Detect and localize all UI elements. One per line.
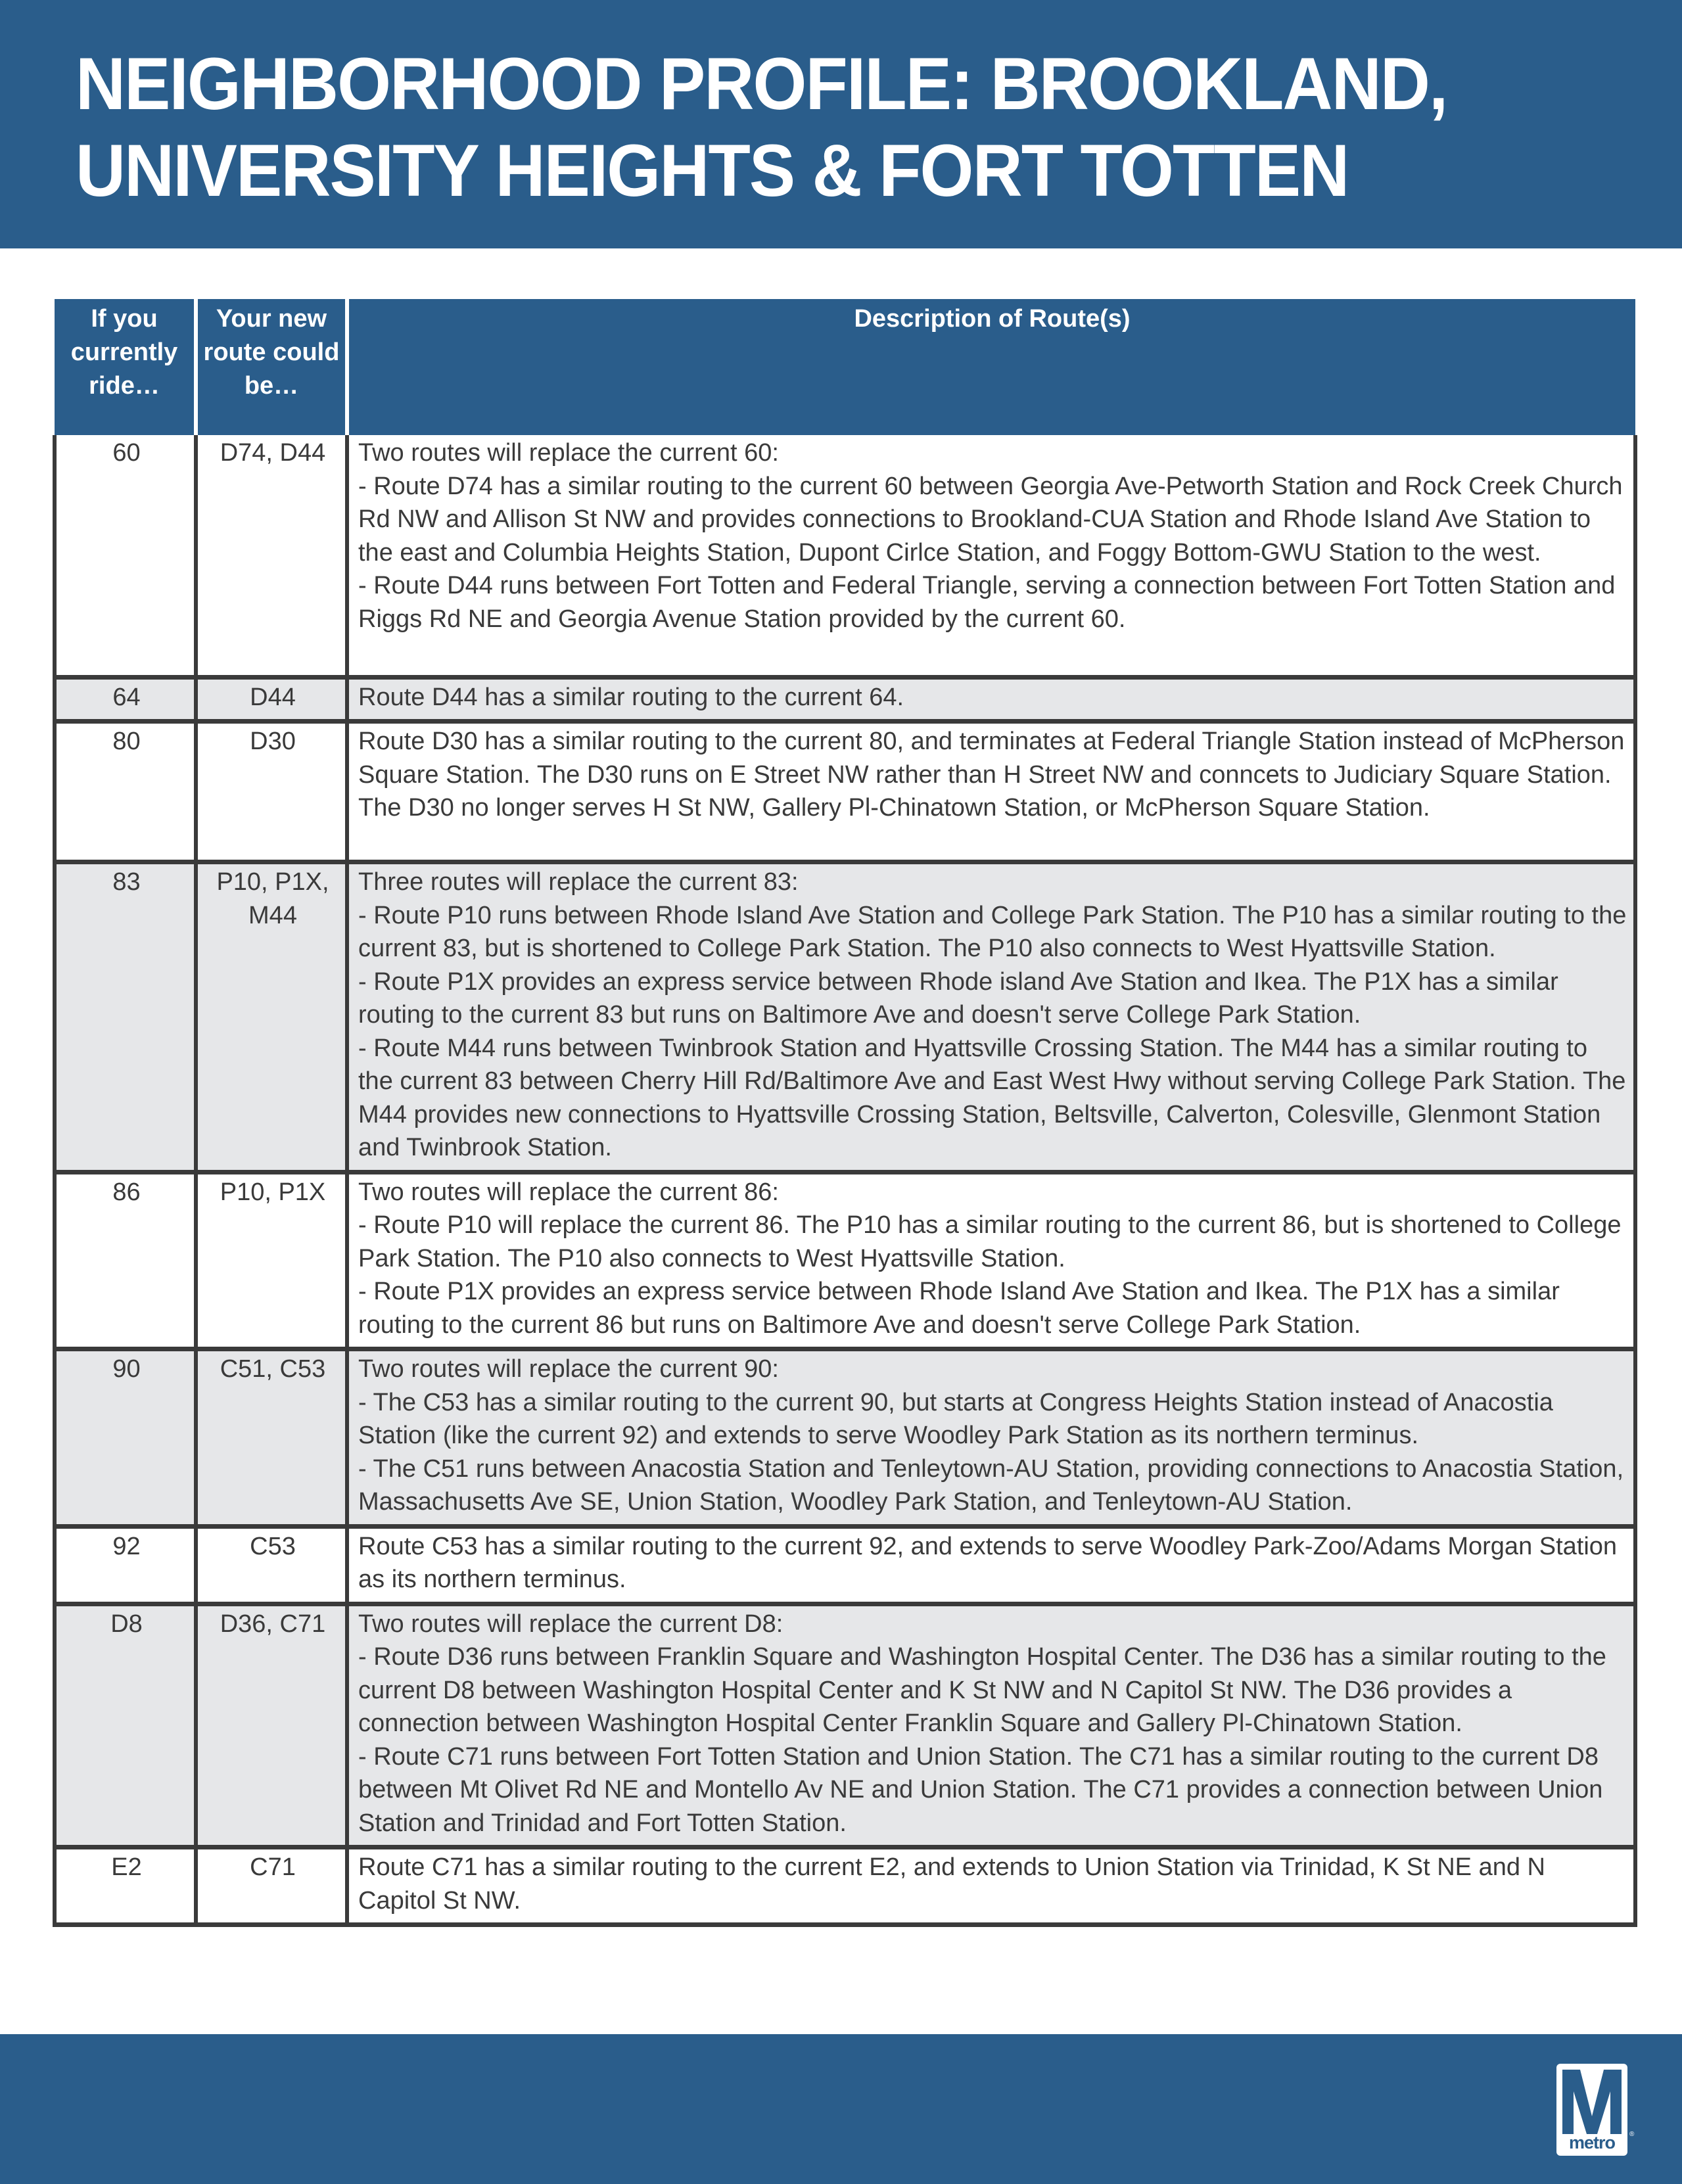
description-cell — [347, 1349, 1635, 1527]
table-header-row — [55, 299, 1635, 435]
new-route-cell: D30 — [196, 722, 347, 862]
description-cell — [347, 677, 1635, 722]
current-route-cell: 64 — [55, 677, 196, 722]
page-title-line-2: UNIVERSITY HEIGHTS & FORT TOTTEN — [76, 129, 1349, 212]
current-route-cell: 80 — [55, 722, 196, 862]
page-title — [76, 41, 1497, 214]
description-line: - Route P1X provides an express service between Rhode island Ave Station and Ikea. The P1X has a similar routing to the current 83 but runs on Baltimore Ave and doesn't serve College Park Station. — [358, 967, 1558, 1029]
description-line: Two routes will replace the current 86: — [358, 1178, 779, 1206]
description-line: - Route P1X provides an express service between Rhode Island Ave Station and Ikea. The P1X has a similar routing to the current 86 but runs on Baltimore Ave and doesn't serve College Park Station. — [358, 1278, 1560, 1339]
new-route-cell: C51, C53 — [196, 1349, 347, 1527]
current-route-cell: D8 — [55, 1604, 196, 1847]
page-title-line-1: NEIGHBORHOOD PROFILE: BROOKLAND, — [76, 43, 1447, 125]
column-header-new-route: Your new route could be… — [196, 299, 347, 435]
description-line: - Route D44 runs between Fort Totten and Federal Triangle, serving a connection between Fort Totten Station and Riggs Rd NE and Georgia Avenue Station provided by the current 60. — [358, 572, 1616, 633]
table-row — [55, 722, 1635, 862]
description-cell — [347, 862, 1635, 1173]
table-row — [55, 435, 1635, 677]
registered-mark: ® — [1629, 2131, 1635, 2138]
description-line: - Route D74 has a similar routing to the current 60 between Georgia Ave-Petworth Station and Rock Creek Church Rd NW and Allison St NW and provides connections to Brookland-CUA Station and Rhode Island Ave Station to the east and Columbia Heights Station, Dupont Cirlce Station, and Foggy Bottom-GWU Station to the west. — [358, 472, 1623, 567]
description-cell — [347, 1172, 1635, 1349]
column-header-description: Description of Route(s) — [347, 299, 1635, 435]
table-row — [55, 1604, 1635, 1847]
description-cell — [347, 1604, 1635, 1847]
description-line: - Route D36 runs between Franklin Square and Washington Hospital Center. The D36 has a similar routing to the current D8 between Washington Hospital Center and K St NW and N Capitol St NW. The D36 provides a connection between Washington Hospital Center Franklin Square and Gallery Pl-Chinatown Station. — [358, 1643, 1606, 1737]
table-row — [55, 1349, 1635, 1527]
new-route-cell: D44 — [196, 677, 347, 722]
footer-band — [0, 2034, 1682, 2184]
table-row — [55, 1172, 1635, 1349]
table-row — [55, 862, 1635, 1173]
description-line: Route D44 has a similar routing to the current 64. — [358, 683, 904, 711]
current-route-cell: 90 — [55, 1349, 196, 1527]
description-line: - Route P10 runs between Rhode Island Ave Station and College Park Station. The P10 has a similar routing to the current 83, but is shortened to College Park Station. The P10 also connects to West Hyattsville Station. — [358, 901, 1627, 962]
description-line: Two routes will replace the current 60: — [358, 439, 779, 467]
current-route-cell: 86 — [55, 1172, 196, 1349]
new-route-cell: P10, P1X — [196, 1172, 347, 1349]
description-line: Two routes will replace the current D8: — [358, 1610, 783, 1638]
description-cell — [347, 1847, 1635, 1925]
table-row — [55, 677, 1635, 722]
metro-logo-icon — [1556, 2064, 1627, 2156]
description-line: - Route P10 will replace the current 86. The P10 has a similar routing to the current 86, but is shortened to College Park Station. The P10 also connects to West Hyattsville Station. — [358, 1211, 1622, 1272]
description-line: Route D30 has a similar routing to the current 80, and terminates at Federal Triangle Station instead of McPherson Square Station. The D30 runs on E Street NW rather than H Street NW and conncets to Judiciary Square Station. The D30 no longer serves H St NW, Gallery Pl-Chinatown Station, or McPherson Square Station. — [358, 728, 1625, 822]
current-route-cell: E2 — [55, 1847, 196, 1925]
new-route-cell: D36, C71 — [196, 1604, 347, 1847]
new-route-cell: D74, D44 — [196, 435, 347, 677]
header-band — [0, 0, 1682, 248]
description-cell — [347, 1526, 1635, 1604]
description-line: Three routes will replace the current 83: — [358, 868, 799, 896]
column-header-current-route: If you currently ride… — [55, 299, 196, 435]
current-route-cell: 92 — [55, 1526, 196, 1604]
description-line: Route C71 has a similar routing to the current E2, and extends to Union Station via Trinidad, K St NE and N Capitol St NW. — [358, 1853, 1545, 1915]
route-changes-table — [53, 299, 1637, 1927]
table-row — [55, 1526, 1635, 1604]
description-line: - The C51 runs between Anacostia Station and Tenleytown-AU Station, providing connections to Anacostia Station, Massachusetts Ave SE, Union Station, Woodley Park Station, and Tenleytown-AU Station. — [358, 1454, 1624, 1516]
description-line: - The C53 has a similar routing to the current 90, but starts at Congress Heights Station instead of Anacostia Station (like the current 92) and extends to serve Woodley Park Station as its northern terminus. — [358, 1388, 1553, 1449]
new-route-cell: C71 — [196, 1847, 347, 1925]
metro-wordmark: metro — [1568, 2133, 1615, 2152]
description-line: - Route M44 runs between Twinbrook Station and Hyattsville Crossing Station. The M44 has a similar routing to the current 83 between Cherry Hill Rd/Baltimore Ave and East West Hwy without serving College Park Station. The M44 provides new connections to Hyattsville Crossing Station, Beltsville, Calverton, Colesville, Glenmont Station and Twinbrook Station. — [358, 1034, 1626, 1161]
new-route-cell: C53 — [196, 1526, 347, 1604]
description-line: Route C53 has a similar routing to the current 92, and extends to serve Woodley Park-Zoo/Adams Morgan Station as its northern terminus. — [358, 1532, 1618, 1593]
table-row — [55, 1847, 1635, 1925]
current-route-cell: 60 — [55, 435, 196, 677]
description-line: - Route C71 runs between Fort Totten Station and Union Station. The C71 has a similar routing to the current D8 between Mt Olivet Rd NE and Montello Av NE and Union Station. The C71 provides a connection between Union Station and Trinidad and Fort Totten Station. — [358, 1742, 1603, 1837]
new-route-cell: P10, P1X, M44 — [196, 862, 347, 1173]
current-route-cell: 83 — [55, 862, 196, 1173]
description-line: Two routes will replace the current 90: — [358, 1355, 779, 1383]
description-cell — [347, 722, 1635, 862]
description-cell — [347, 435, 1635, 677]
